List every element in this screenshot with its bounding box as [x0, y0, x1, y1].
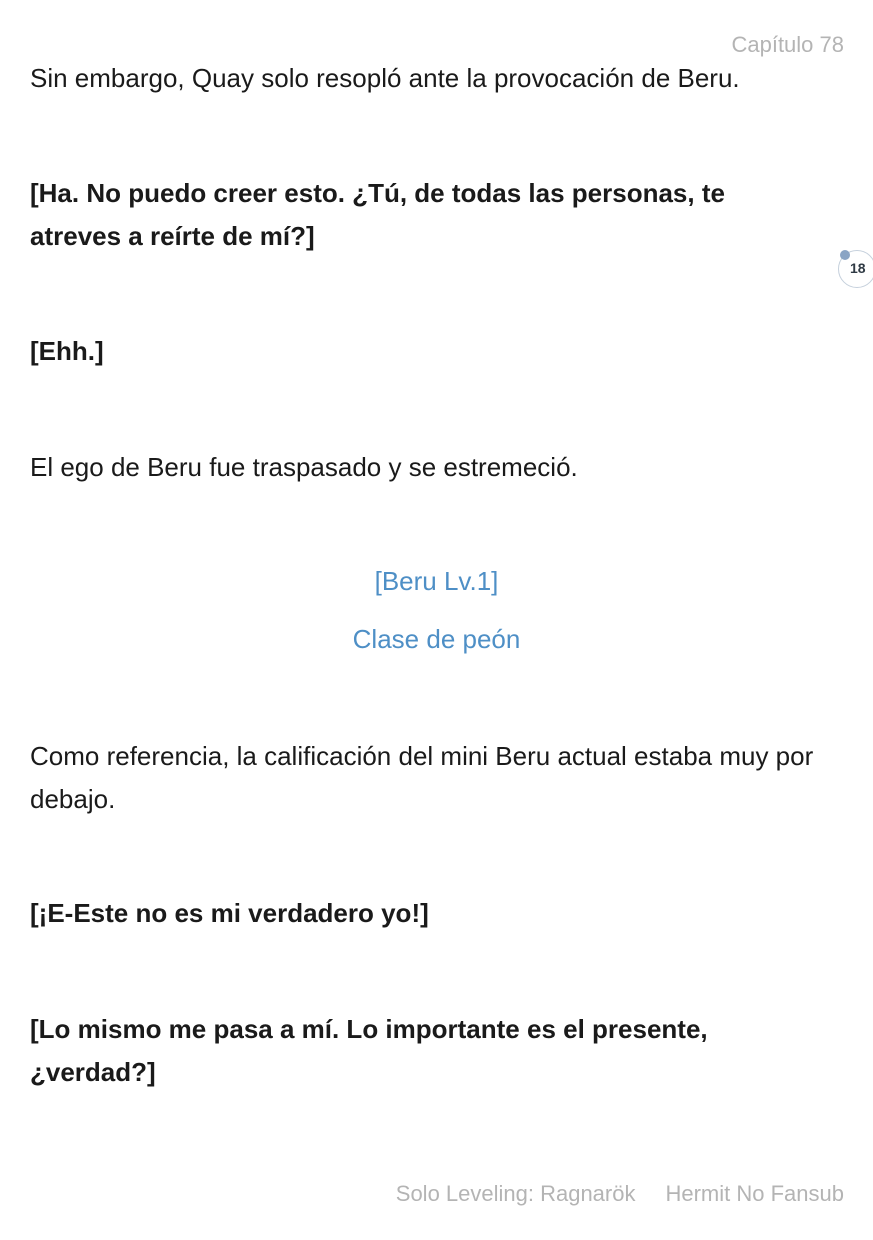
narration-paragraph: Como referencia, la calificación del mini Beru actual estaba muy por debajo.	[30, 741, 814, 814]
dialogue-paragraph: [Ehh.]	[30, 336, 104, 366]
footer	[396, 1181, 844, 1207]
book-title: Solo Leveling: Ragnarök	[395, 1181, 636, 1206]
narration-paragraph: El ego de Beru fue traspasado y se estremeció.	[30, 452, 578, 482]
status-window-class: Clase de peón	[352, 624, 521, 654]
page-number: 18	[850, 260, 866, 276]
dialogue-paragraph: [¡E-Este no es mi verdadero yo!]	[30, 898, 429, 928]
dialogue-paragraph: [Lo mismo me pasa a mí. Lo importante es el presente, ¿verdad?]	[30, 1014, 708, 1087]
narration-paragraph: Sin embargo, Quay solo resopló ante la provocación de Beru.	[30, 63, 740, 93]
page-indicator[interactable]	[838, 250, 873, 288]
dialogue-paragraph: [Ha. No puedo creer esto. ¿Tú, de todas las personas, te atreves a reírte de mí?]	[30, 178, 725, 251]
status-window-name: [Beru Lv.1]	[374, 566, 499, 596]
translator-credit: Hermit No Fansub	[665, 1181, 844, 1206]
page-indicator-dot	[840, 250, 850, 260]
chapter-label: Capítulo 78	[731, 32, 844, 57]
